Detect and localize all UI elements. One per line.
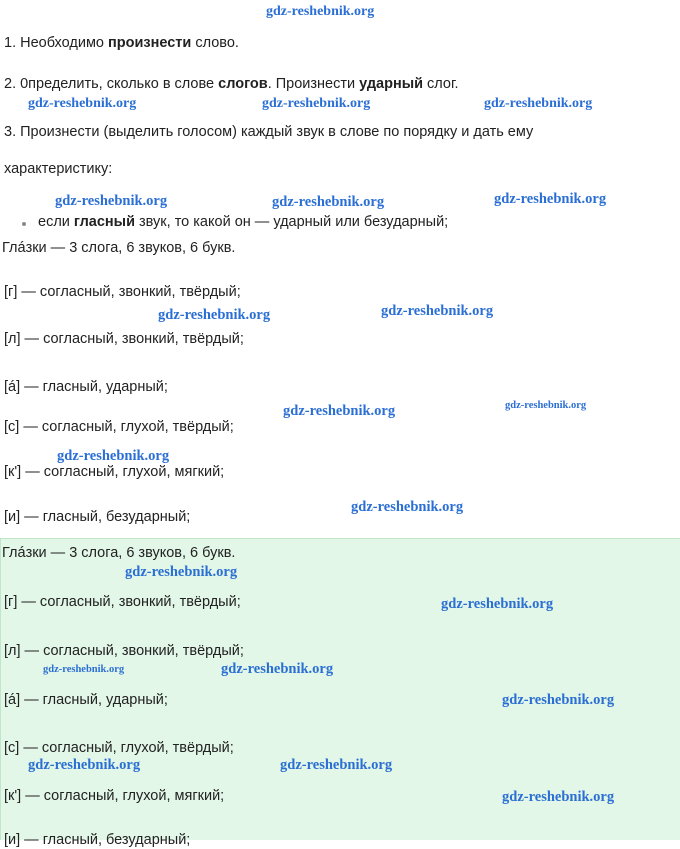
bullet-point-icon	[22, 222, 26, 226]
analysis-first-sound-1: [г] — согласный, звонкий, твёрдый;	[4, 284, 241, 300]
step-2-suffix: слог.	[423, 76, 459, 92]
watermark-text: gdz-reshebnik.org	[351, 499, 464, 515]
instruction-step-2	[4, 76, 459, 93]
watermark-text: gdz-reshebnik.org	[28, 96, 137, 111]
watermark-text: gdz-reshebnik.org	[57, 448, 170, 464]
bullet-vowel-rule	[38, 214, 448, 231]
watermark-text: gdz-reshebnik.org	[441, 596, 554, 612]
analysis-second-sound-6: [и] — гласный, безударный;	[4, 832, 191, 848]
watermark-text: gdz-reshebnik.org	[494, 191, 607, 207]
instruction-step-3-line-2: характеристику:	[4, 161, 113, 177]
step-1-prefix: 1. Необходимо	[4, 35, 108, 51]
analysis-first-sound-6: [и] — гласный, безударный;	[4, 509, 191, 525]
watermark-text: gdz-reshebnik.org	[266, 4, 375, 19]
step-2-prefix: 2. 0пределить, сколько в слове	[4, 76, 219, 92]
analysis-second-sound-3: [á] — гласный, ударный;	[4, 692, 168, 708]
instruction-step-1	[4, 35, 239, 52]
step-2-bold: слогов	[218, 76, 268, 92]
watermark-text: gdz-reshebnik.org	[502, 692, 615, 708]
watermark-text: gdz-reshebnik.org	[262, 96, 371, 111]
analysis-second-sound-2: [л] — согласный, звонкий, твёрдый;	[4, 643, 244, 659]
analysis-second-summary: Глáзки — 3 слога, 6 звуков, 6 букв.	[2, 545, 236, 561]
step-1-bold: произнести	[108, 35, 192, 51]
analysis-first-sound-4: [с] — согласный, глухой, твёрдый;	[4, 419, 234, 435]
bullet-suffix: звук, то какой он — ударный или безударный;	[134, 214, 449, 230]
bullet-prefix: если	[38, 214, 74, 230]
analysis-first-sound-2: [л] — согласный, звонкий, твёрдый;	[4, 331, 244, 347]
watermark-text: gdz-reshebnik.org	[28, 757, 141, 773]
watermark-text: gdz-reshebnik.org	[55, 193, 168, 209]
step-2-bold2: ударный	[359, 76, 424, 92]
analysis-first-summary: Глáзки — 3 слога, 6 звуков, 6 букв.	[2, 240, 236, 256]
watermark-text: gdz-reshebnik.org	[43, 664, 125, 675]
watermark-text: gdz-reshebnik.org	[280, 757, 393, 773]
analysis-first-sound-3: [á] — гласный, ударный;	[4, 379, 168, 395]
analysis-second-sound-1: [г] — согласный, звонкий, твёрдый;	[4, 594, 241, 610]
watermark-text: gdz-reshebnik.org	[221, 661, 334, 677]
analysis-first-sound-5: [к'] — согласный, глухой, мягкий;	[4, 464, 225, 480]
analysis-second-sound-4: [с] — согласный, глухой, твёрдый;	[4, 740, 234, 756]
watermark-text: gdz-reshebnik.org	[272, 194, 385, 210]
step-2-middle: . Произнести	[267, 76, 360, 92]
watermark-text: gdz-reshebnik.org	[502, 789, 615, 805]
analysis-second-sound-5: [к'] — согласный, глухой, мягкий;	[4, 788, 225, 804]
watermark-text: gdz-reshebnik.org	[125, 564, 238, 580]
watermark-text: gdz-reshebnik.org	[484, 96, 593, 111]
watermark-text: gdz-reshebnik.org	[505, 400, 587, 411]
step-1-suffix: слово.	[191, 35, 239, 51]
watermark-text: gdz-reshebnik.org	[158, 307, 271, 323]
watermark-text: gdz-reshebnik.org	[381, 303, 494, 319]
watermark-text: gdz-reshebnik.org	[283, 403, 396, 419]
bullet-bold: гласный	[73, 214, 135, 230]
instruction-step-3-line-1: 3. Произнести (выделить голосом) каждый звук в слове по порядку и дать ему	[4, 124, 534, 140]
